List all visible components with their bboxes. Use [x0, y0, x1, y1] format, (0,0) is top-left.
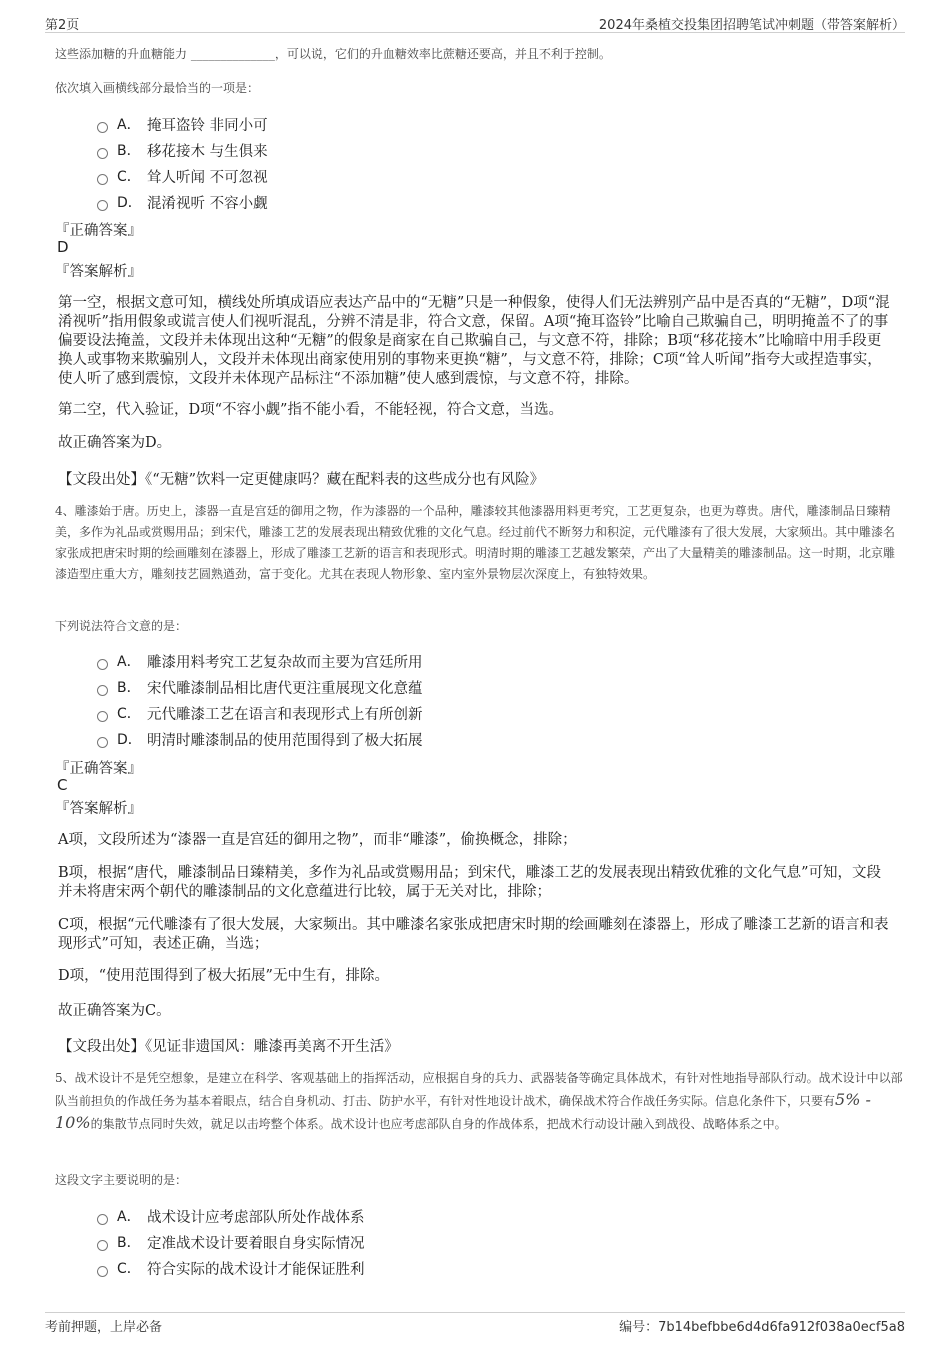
q4-prompt: 下列说法符合文意的是：	[55, 619, 188, 633]
q3-analysis-3: 故正确答案为D。	[58, 435, 172, 451]
q3-stem-tail: 这些添加糖的升血糖能力 ______________，可以说，它们的升血糖效率比蔗糖还要高，并且不利于控制。	[55, 47, 611, 61]
option-letter: C．	[117, 706, 141, 722]
q3-analysis-2: 第二空，代入验证，D项“不容小觑”指不能小看，不能轻视，符合文意，当选。	[58, 402, 563, 418]
q4-analysis-2: B项，根据“唐代，雕漆制品日臻精美，多作为礼品或赏赐用品；到宋代，雕漆工艺的发展表现出精致优雅的文化气息”可知，文段并未将唐宋两个朝代的雕漆制品的文化意蕴进行比较，属于无关对比，排除；	[58, 865, 881, 900]
q5-prompt: 这段文字主要说明的是：	[55, 1173, 188, 1187]
page-header	[45, 12, 905, 33]
radio-icon[interactable]	[97, 122, 108, 133]
q5-options	[97, 1203, 365, 1281]
radio-icon[interactable]	[97, 174, 108, 185]
q5-option-c[interactable]	[97, 1255, 365, 1281]
q4-analysis-5: 故正确答案为C。	[58, 1003, 171, 1019]
math-separator: -	[865, 1090, 871, 1109]
radio-icon[interactable]	[97, 1266, 108, 1277]
q3-correct-answer: D	[57, 238, 69, 256]
radio-icon[interactable]	[97, 711, 108, 722]
radio-icon[interactable]	[97, 685, 108, 696]
radio-icon[interactable]	[97, 659, 108, 670]
q3-option-a[interactable]	[97, 111, 268, 137]
option-text: 耸人听闻 不可忽视	[147, 169, 268, 186]
q4-source: 【文段出处】《见证非遗国风：雕漆再美离不开生活》	[58, 1039, 399, 1055]
option-letter: A．	[117, 1209, 141, 1225]
radio-icon[interactable]	[97, 737, 108, 748]
q4-correct-answer: C	[57, 776, 68, 794]
option-text: 移花接木 与生俱来	[147, 143, 268, 160]
q5-stem-part-a: 5、战术设计不是凭空想象，是建立在科学、客观基础上的指挥活动，应根据自身的兵力、武器装备等确定具体战术，有针对性地指导部队行动。战术设计中以部队当前担负的作战任务为基本着眼点，结合自身机动、打击、防护水平，有针对性地设计战术，确保战术符合作战任务实际。信息化条件下，只要有	[55, 1071, 903, 1108]
q3-option-c[interactable]	[97, 163, 268, 189]
radio-icon[interactable]	[97, 148, 108, 159]
q5-option-b[interactable]	[97, 1229, 365, 1255]
q3-option-d[interactable]	[97, 189, 268, 215]
option-letter: C．	[117, 1261, 141, 1277]
q4-analysis-1: A项，文段所述为“漆器一直是宫廷的御用之物”，而非“雕漆”，偷换概念，排除；	[58, 832, 577, 848]
option-text: 明清时雕漆制品的使用范围得到了极大拓展	[147, 732, 423, 749]
q4-analysis-4: D项，“使用范围得到了极大拓展”无中生有，排除。	[58, 968, 389, 984]
math-high: 10%	[55, 1113, 91, 1132]
option-text: 元代雕漆工艺在语言和表现形式上有所创新	[147, 706, 423, 723]
q4-options	[97, 648, 423, 752]
q4-stem: 4、雕漆始于唐。历史上，漆器一直是宫廷的御用之物，作为漆器的一个品种，雕漆较其他漆器用料更考究，工艺更复杂，也更为尊贵。唐代，雕漆制品日臻精美，多作为礼品或赏赐用品；到宋代，雕漆工艺的发展表现出精致优雅的文化气息。经过前代不断努力和积淀，元代雕漆有了很大发展，大家频出。其中雕漆名家张成把唐宋时期的绘画雕刻在漆器上，形成了雕漆工艺新的语言和表现形式。明清时期的雕漆工艺越发繁荣，产出了大量精美的雕漆制品。这一时期，北京雕漆造型庄重大方，雕刻技艺圆熟遒劲，富于变化。尤其在表现人物形象、室内室外景物层次深度上，有独特效果。	[55, 504, 896, 581]
q3-analysis-label: 『答案解析』	[55, 264, 142, 280]
q3-correct-label: 『正确答案』	[55, 223, 142, 239]
q4-option-a[interactable]	[97, 648, 423, 674]
option-text: 宋代雕漆制品相比唐代更注重展现文化意蕴	[147, 680, 423, 697]
page-number: 第2页	[45, 18, 80, 33]
document-id: 编号：7b14befbbe6d4d6fa912f038a0ecf5a8	[619, 1320, 905, 1335]
option-letter: D．	[117, 732, 142, 748]
q3-source: 【文段出处】《“无糖”饮料一定更健康吗？藏在配料表的这些成分也有风险》	[58, 472, 545, 488]
q4-analysis-3: C项，根据“元代雕漆有了很大发展，大家频出。其中雕漆名家张成把唐宋时期的绘画雕刻在漆器上，形成了雕漆工艺新的语言和表现形式”可知，表述正确，当选；	[58, 917, 889, 952]
option-text: 掩耳盗铃 非同小可	[147, 117, 268, 134]
option-letter: D．	[117, 195, 142, 211]
option-letter: A．	[117, 654, 141, 670]
q3-analysis-1: 第一空，根据文意可知，横线处所填成语应表达产品中的“无糖”只是一种假象，使得人们无法辨别产品中是否真的“无糖”，D项“混淆视听”指用假象或谎言使人们视听混乱，分辨不清是非，符合文意，保留。A项“掩耳盗铃”比喻自己欺骗自己，明明掩盖不了的事偏要设法掩盖，文段并未体现出这种“无糖”的假象是商家在自己欺骗自己，与文意不符，排除；B项“移花接木”比喻暗中用手段更换人或事物来欺骗别人，文段并未体现出商家使用别的事物来更换“糖”，与文意不符，排除；C项“耸人听闻”指夸大或捏造事实，使人听了感到震惊，文段并未体现产品标注“不添加糖”使人感到震惊，与文意不符，排除。	[58, 295, 890, 387]
option-text: 定准战术设计要着眼自身实际情况	[147, 1235, 365, 1252]
q4-option-d[interactable]	[97, 726, 423, 752]
q4-option-c[interactable]	[97, 700, 423, 726]
q4-correct-label: 『正确答案』	[55, 761, 142, 777]
option-text: 符合实际的战术设计才能保证胜利	[147, 1261, 365, 1278]
radio-icon[interactable]	[97, 200, 108, 211]
math-low: 5%	[835, 1090, 861, 1109]
document-title: 2024年桑植交投集团招聘笔试冲刺题（带答案解析）	[598, 18, 905, 33]
option-letter: B．	[117, 143, 141, 159]
footer-slogan: 考前押题，上岸必备	[45, 1320, 163, 1335]
option-letter: B．	[117, 1235, 141, 1251]
option-letter: A．	[117, 117, 141, 133]
q5-stem	[55, 1068, 905, 1135]
q3-option-b[interactable]	[97, 137, 268, 163]
option-letter: B．	[117, 680, 141, 696]
option-text: 战术设计应考虑部队所处作战体系	[147, 1209, 365, 1226]
q4-option-b[interactable]	[97, 674, 423, 700]
q5-stem-part-b: 的集散节点同时失效，就足以击垮整个体系。战术设计也应考虑部队自身的作战体系，把战术行动设计融入到战役、战略体系之中。	[90, 1117, 787, 1131]
q4-analysis-label: 『答案解析』	[55, 801, 142, 817]
q5-option-a[interactable]	[97, 1203, 365, 1229]
radio-icon[interactable]	[97, 1240, 108, 1251]
q3-options	[97, 111, 268, 215]
q3-prompt: 依次填入画横线部分最恰当的一项是：	[55, 81, 260, 95]
option-text: 混淆视听 不容小觑	[147, 195, 268, 212]
option-text: 雕漆用料考究工艺复杂故而主要为宫廷所用	[147, 654, 423, 671]
option-letter: C．	[117, 169, 141, 185]
page-footer	[45, 1312, 905, 1335]
radio-icon[interactable]	[97, 1214, 108, 1225]
